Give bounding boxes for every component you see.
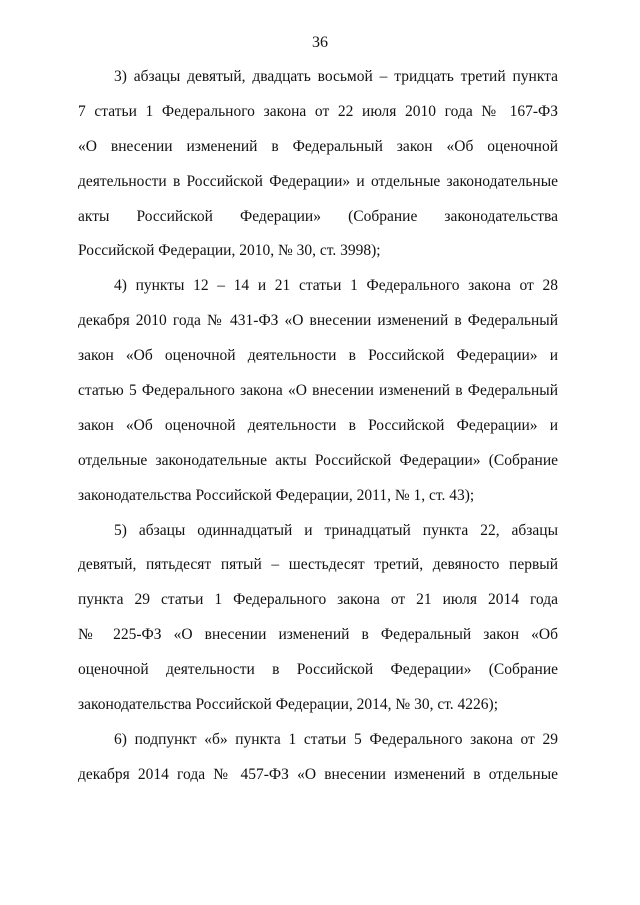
paragraph-5-line: 5) абзацы одиннадцатый и тринадцатый пункта 22, абзацы	[114, 521, 558, 539]
paragraph-3-line: деятельности в Российской Федерации» и отдельные законодательные	[78, 172, 558, 190]
paragraph-5-line: № 225-ФЗ «О внесении изменений в Федеральный закон «Об	[78, 626, 558, 644]
page-number: 36	[312, 34, 328, 51]
paragraph-4-line: закон «Об оценочной деятельности в Российской Федерации» и	[78, 347, 558, 365]
paragraph-4-line: закон «Об оценочной деятельности в Российской Федерации» и	[78, 416, 558, 434]
paragraph-5-line: девятый, пятьдесят пятый – шестьдесят третий, девяносто первый	[78, 556, 558, 574]
paragraph-3-line: Российской Федерации, 2010, № 30, ст. 3998);	[78, 242, 381, 260]
paragraph-4-line: 4) пункты 12 – 14 и 21 статьи 1 Федерального закона от 28	[114, 277, 558, 295]
paragraph-5-line: пункта 29 статьи 1 Федерального закона от 21 июля 2014 года	[78, 591, 558, 609]
paragraph-4-line: отдельные законодательные акты Российской Федерации» (Собрание	[78, 451, 558, 469]
paragraph-4-line: законодательства Российской Федерации, 2011, № 1, ст. 43);	[78, 486, 475, 504]
paragraph-6-line: 6) подпункт «б» пункта 1 статьи 5 Федерального закона от 29	[114, 730, 558, 748]
paragraph-3-line: 3) абзацы девятый, двадцать восьмой – тридцать третий пункта	[114, 68, 558, 85]
document-body	[78, 60, 558, 793]
paragraph-3-line: 7 статьи 1 Федерального закона от 22 июля 2010 года № 167-ФЗ	[78, 102, 558, 120]
paragraph-6-line: декабря 2014 года № 457-ФЗ «О внесении изменений в отдельные	[78, 765, 558, 783]
paragraph-4-line: статью 5 Федерального закона «О внесении изменений в Федеральный	[78, 382, 558, 400]
paragraph-3-line: «О внесении изменений в Федеральный закон «Об оценочной	[78, 137, 558, 155]
paragraph-3-line: акты Российской Федерации» (Собрание законодательства	[78, 207, 558, 225]
paragraph-5-line: оценочной деятельности в Российской Федерации» (Собрание	[78, 661, 558, 679]
paragraph-4-line: декабря 2010 года № 431-ФЗ «О внесении изменений в Федеральный	[78, 312, 558, 330]
paragraph-5-line: законодательства Российской Федерации, 2014, № 30, ст. 4226);	[78, 696, 499, 714]
